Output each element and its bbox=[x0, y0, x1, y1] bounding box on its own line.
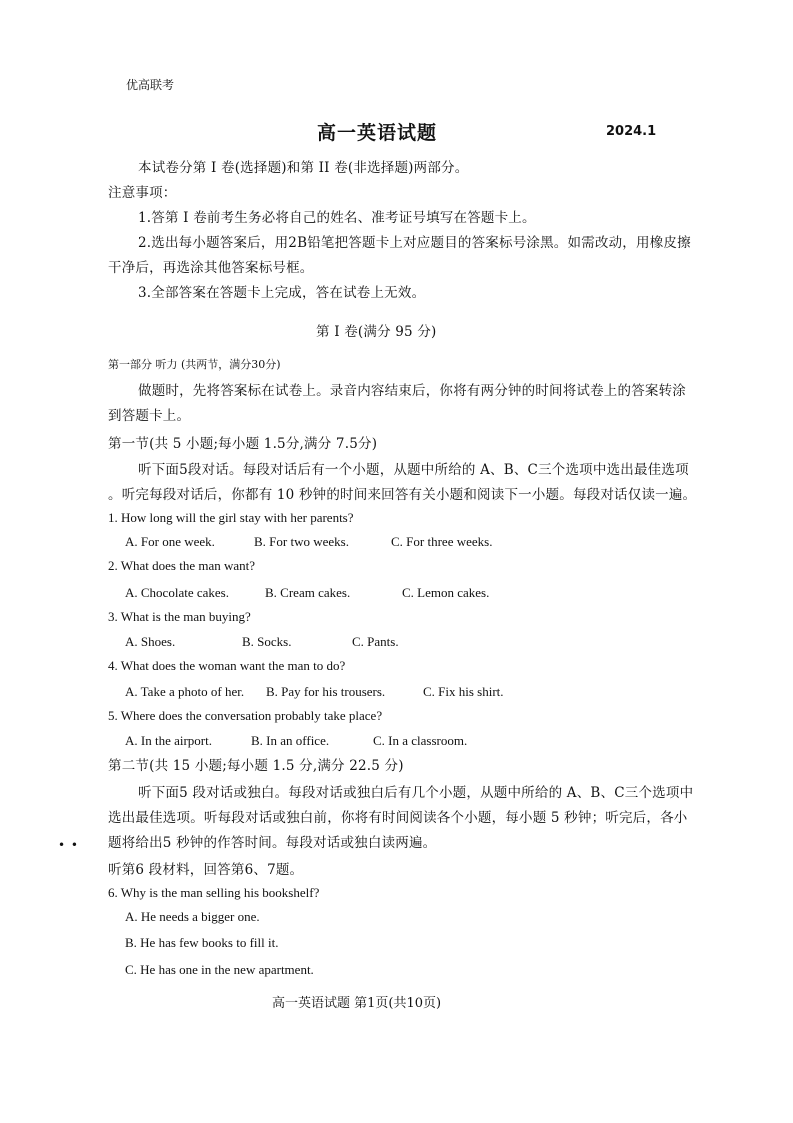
exam-date: 2024.1 bbox=[606, 124, 657, 139]
section2-heading: 第二节(共 15 小题;每小题 1.5 分,满分 22.5 分) bbox=[108, 758, 404, 774]
option-b: B. Socks. bbox=[242, 634, 292, 649]
part1-instruction: 到答题卡上。 bbox=[108, 408, 191, 424]
option-b: B. For two weeks. bbox=[254, 534, 349, 549]
notice-line: 2.选出每小题答案后，用2B铅笔把答题卡上对应题目的答案标号涂黑。如需改动，用橡皮擦 bbox=[138, 235, 691, 251]
question-6: 6. Why is the man selling his bookshelf? bbox=[108, 885, 320, 900]
material-6-heading: 听第6 段材料，回答第6、7题。 bbox=[108, 862, 304, 878]
section1-heading: 第一节(共 5 小题;每小题 1.5分,满分 7.5分) bbox=[108, 436, 378, 452]
part1-heading: 第一部分 听力 (共两节，满分30分) bbox=[108, 358, 281, 371]
option-c: C. Pants. bbox=[352, 634, 399, 649]
question-6-option-b: B. He has few books to fill it. bbox=[125, 935, 279, 950]
notice-line: 干净后，再选涂其他答案标号框。 bbox=[108, 260, 314, 276]
notice-line: 3.全部答案在答题卡上完成，答在试卷上无效。 bbox=[138, 285, 426, 301]
notice-line: 1.答第 I 卷前考生务必将自己的姓名、准考证号填写在答题卡上。 bbox=[138, 210, 536, 226]
option-a: A. For one week. bbox=[125, 534, 215, 549]
question-3: 3. What is the man buying? bbox=[108, 609, 251, 624]
option-c: C. Fix his shirt. bbox=[423, 684, 504, 699]
volume-title: 第 I 卷(满分 95 分) bbox=[316, 324, 437, 340]
option-c: C. Lemon cakes. bbox=[402, 585, 490, 600]
option-b: B. Cream cakes. bbox=[265, 585, 351, 600]
margin-dots: • • bbox=[58, 838, 79, 852]
option-a: A. Take a photo of her. bbox=[125, 684, 245, 699]
header-tag: 优高联考 bbox=[126, 78, 175, 92]
page-title: 高一英语试题 bbox=[317, 122, 438, 144]
option-a: A. Chocolate cakes. bbox=[125, 585, 229, 600]
question-5: 5. Where does the conversation probably take place? bbox=[108, 708, 383, 723]
section1-instruction: 。听完每段对话后，你都有 10 秒钟的时间来回答有关小题和阅读下一小题。每段对话仅读一遍。 bbox=[108, 487, 697, 503]
question-6-option-c: C. He has one in the new apartment. bbox=[125, 962, 314, 977]
section2-instruction: 题将给出5 秒钟的作答时间。每段对话或独白读两遍。 bbox=[108, 835, 437, 851]
section2-instruction: 听下面5 段对话或独白。每段对话或独白后有几个小题，从题中所给的 A、B、C三个选项中 bbox=[138, 785, 694, 801]
option-a: A. In the airport. bbox=[125, 733, 213, 748]
page-footer: 高一英语试题 第1页(共10页) bbox=[272, 996, 442, 1011]
notice-heading: 注意事项： bbox=[108, 185, 177, 201]
option-a: A. Shoes. bbox=[125, 634, 176, 649]
option-b: B. In an office. bbox=[251, 733, 330, 748]
section1-instruction: 听下面5段对话。每段对话后有一个小题，从题中所给的 A、B、C三个选项中选出最佳选项 bbox=[138, 462, 689, 478]
option-c: C. For three weeks. bbox=[391, 534, 493, 549]
question-2: 2. What does the man want? bbox=[108, 558, 256, 573]
part1-instruction: 做题时，先将答案标在试卷上。录音内容结束后，你将有两分钟的时间将试卷上的答案转涂 bbox=[138, 383, 686, 399]
option-b: B. Pay for his trousers. bbox=[266, 684, 386, 699]
section2-instruction: 选出最佳选项。听每段对话或独白前，你将有时间阅读各个小题，每小题 5 秒钟；听完后，各小 bbox=[108, 810, 688, 826]
question-1: 1. How long will the girl stay with her parents? bbox=[108, 510, 354, 525]
question-6-option-a: A. He needs a bigger one. bbox=[125, 909, 260, 924]
option-c: C. In a classroom. bbox=[373, 733, 468, 748]
question-4: 4. What does the woman want the man to do? bbox=[108, 658, 346, 673]
intro-text: 本试卷分第 I 卷(选择题)和第 II 卷(非选择题)两部分。 bbox=[138, 160, 469, 176]
